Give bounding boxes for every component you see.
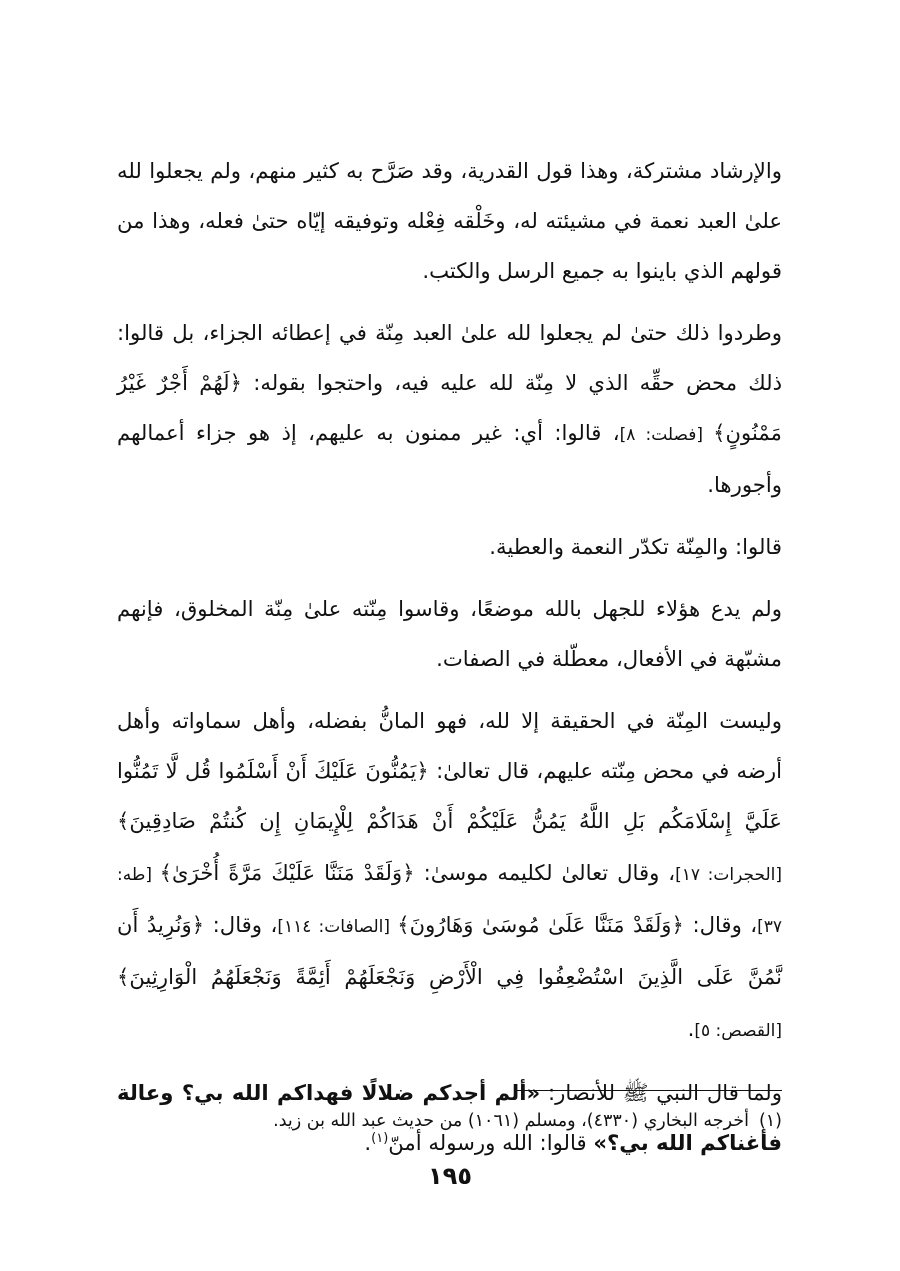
paragraph-1: والإرشاد مشتركة، وهذا قول القدرية، وقد صَرَّح به كثير منهم، ولم يجعلوا لله علىٰ العبد نعمة في مشيئته له، وخَلْقه فِعْله وتوفيقه إيّاه حتىٰ فعله، وهذا من قولهم الذي باينوا به جميع الرسل والكتب.: [117, 158, 782, 283]
paragraph-5-text: وليست المِنّة في الحقيقة إلا لله، فهو المانُّ بفضله، وأهل سماواته وأهل أرضه في محض مِنّته عليهم، قال تعالىٰ:: [117, 708, 782, 783]
paragraph-6-text: قالوا: الله ورسوله أمنّ: [388, 1130, 594, 1155]
paragraph-3: قالوا: والمِنّة تكدّر النعمة والعطية.: [489, 534, 782, 559]
footnote-text: أخرجه البخاري (٤٣٣٠)، ومسلم (١٠٦١) من حديث عبد الله بن زيد.: [273, 1111, 749, 1131]
paragraph-2-text: وطردوا ذلك حتىٰ لم يجعلوا لله علىٰ العبد مِنّة في إعطائه الجزاء، بل قالوا: ذلك محض حقِّه الذي لا مِنّة لله عليه فيه، واحتجوا بقوله:: [117, 320, 783, 395]
quran-verse: ﴿يَمُنُّونَ عَلَيْكَ أَنْ أَسْلَمُوا قُل لَّا تَمُنُّوا عَلَيَّ إِسْلَامَكُم بَلِ اللَّهُ يَمُنُّ عَلَيْكُمْ أَنْ هَدَاكُمْ لِلْإِيمَانِ إِن كُنتُمْ صَادِقِينَ﴾: [117, 758, 782, 833]
document-body: [117, 146, 782, 1180]
quran-verse: ﴿وَلَقَدْ مَنَنَّا عَلَىٰ مُوسَىٰ وَهَارُونَ﴾: [397, 912, 684, 937]
quran-verse: ﴿وَنُرِيدُ أَن نَّمُنَّ عَلَى الَّذِينَ اسْتُضْعِفُوا فِي الْأَرْضِ وَنَجْعَلَهُمْ أَئِمَّةً وَنَجْعَلَهُمُ الْوَارِثِينَ﴾: [117, 912, 782, 989]
hadith-quote: «ألم أجدكم ضلالًا فهداكم الله بي؟ وعالة فأغناكم الله بي؟»: [117, 1080, 782, 1155]
quran-verse: ﴿لَهُمْ أَجْرٌ غَيْرُ مَمْنُونٍ﴾: [117, 370, 782, 445]
footnote-number: (١): [758, 1111, 782, 1131]
paragraph-2-text-end: ، قالوا: أي: غير ممنون به عليهم، إذ هو جزاء أعمالهم وأجورها.: [117, 420, 782, 497]
verse-citation: [فصلت: ٨]: [619, 425, 714, 445]
paragraph-5: [117, 696, 782, 1056]
paragraph-5-text: ، وقال تعالىٰ لكليمه موسىٰ:: [414, 860, 676, 885]
paragraph-6-text: ولما قال النبي ﷺ للأنصار:: [540, 1080, 782, 1105]
footnote: [117, 1106, 782, 1136]
paragraph-5-text: ، وقال:: [683, 912, 758, 937]
page-number: ١٩٥: [428, 1162, 472, 1190]
paragraph-5-text-end: .: [687, 1016, 695, 1041]
verse-citation: [القصص: ٥]: [694, 1021, 782, 1041]
quran-verse: ﴿وَلَقَدْ مَنَنَّا عَلَيْكَ مَرَّةً أُخْرَىٰ﴾: [159, 860, 415, 885]
footnote-separator: [517, 1090, 782, 1091]
paragraph-5-text: ، وقال:: [204, 912, 278, 937]
verse-citation: [الحجرات: ١٧]: [675, 865, 782, 885]
verse-citation: [الصافات: ١١٤]: [277, 917, 398, 937]
paragraph-4: ولم يدع هؤلاء للجهل بالله موضعًا، وقاسوا مِنّته علىٰ مِنّة المخلوق، فإنهم مشبّهة في الأفعال، معطّلة في الصفات.: [117, 596, 782, 671]
paragraph-2: [117, 308, 782, 510]
paragraph-6-text-end: .: [364, 1130, 372, 1155]
verse-citation: [طه: ٣٧]: [117, 865, 783, 937]
footnote-reference[interactable]: (١): [371, 1130, 389, 1146]
